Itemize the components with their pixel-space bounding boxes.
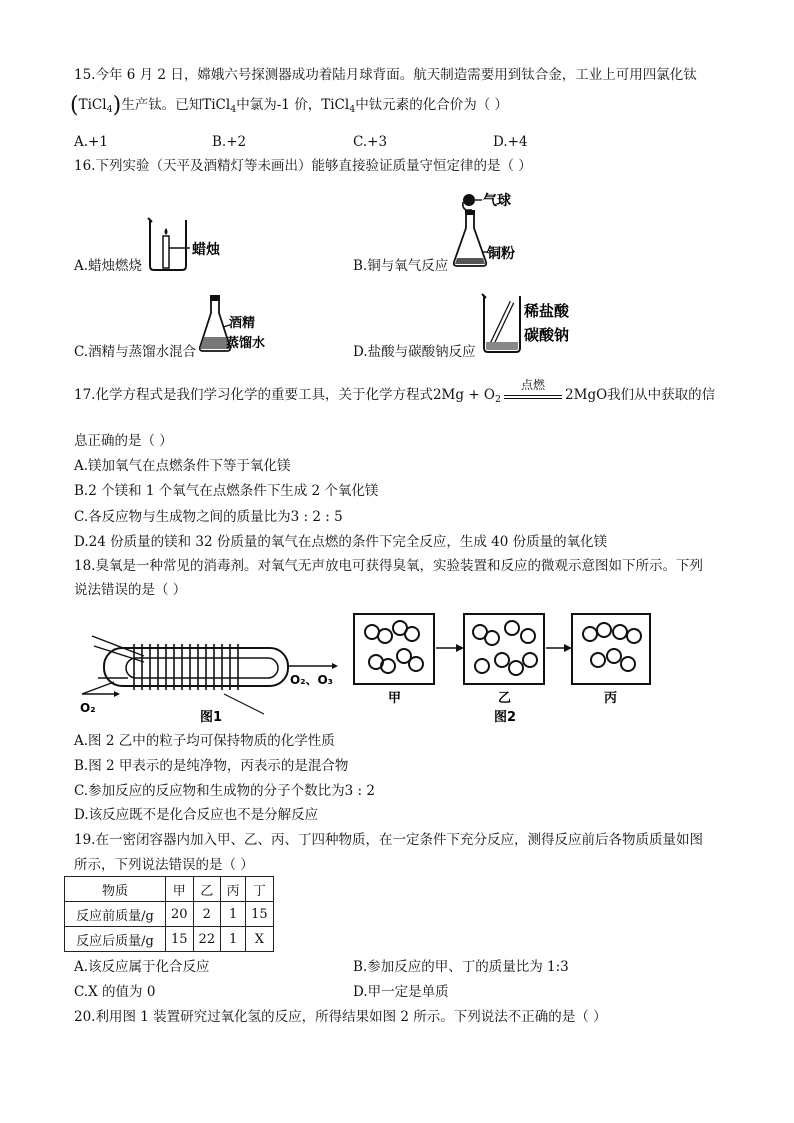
acid-carbonate-figure	[480, 290, 580, 356]
particle-diagram-figure	[352, 608, 652, 726]
q15-option-d[interactable]: D.+4	[493, 134, 528, 150]
svg-text:酒精: 酒精	[229, 316, 256, 331]
svg-text:图1: 图1	[200, 710, 223, 725]
q15-formula: TiCl	[78, 97, 107, 113]
table-cell: 丁	[246, 877, 274, 902]
q18-stem-line2: 说法错误的是（ ）	[74, 582, 187, 598]
table-cell: 1	[221, 902, 246, 927]
table-cell: 1	[221, 927, 246, 952]
table-cell: 物质	[65, 877, 166, 902]
q16-option-c[interactable]: C.酒精与蒸馏水混合	[74, 344, 197, 360]
q16-stem: 16.下列实验（天平及酒精灯等未画出）能够直接验证质量守恒定律的是（ ）	[74, 158, 532, 174]
table-cell: 15	[246, 902, 274, 927]
q18-option-d[interactable]: D.该反应既不是化合反应也不是分解反应	[74, 807, 319, 823]
q18-stem-line1: 18.臭氧是一种常见的消毒剂。对氧气无声放电可获得臭氧，实验装置和反应的微观示意图如下所示。下列	[74, 558, 703, 574]
svg-text:图2: 图2	[494, 710, 517, 725]
reaction-arrow: 点燃	[504, 387, 562, 405]
table-header-row	[65, 877, 274, 902]
q19-option-a[interactable]: A.该反应属于化合反应	[74, 959, 210, 975]
svg-text:蒸馏水: 蒸馏水	[226, 336, 266, 351]
table-cell: 2	[193, 902, 221, 927]
q19-option-d[interactable]: D.甲一定是单质	[353, 984, 449, 1000]
table-cell: X	[246, 927, 274, 952]
q17-option-d[interactable]: D.24 份质量的镁和 32 份质量的氧气在点燃的条件下完全反应，生成 40 份质量的氧化镁	[74, 534, 608, 550]
q16-option-d[interactable]: D.盐酸与碳酸钠反应	[353, 344, 476, 360]
table-cell: 反应后质量/g	[65, 927, 166, 952]
svg-text:O₂、O₃: O₂、O₃	[290, 673, 333, 687]
table-cell: 20	[166, 902, 194, 927]
q17-stem-line1: 17.化学方程式是我们学习化学的重要工具，关于化学方程式$2Mg + O_2$ 点燃 2MgO我们从中获取的信	[74, 377, 716, 405]
table-cell: 乙	[193, 877, 221, 902]
q15-option-b[interactable]: B.+2	[212, 134, 247, 150]
candle-beaker-figure	[146, 214, 256, 274]
table-cell: 22	[193, 927, 221, 952]
q17-stem-line2: 息正确的是（ ）	[74, 433, 173, 449]
svg-text:乙: 乙	[498, 691, 512, 706]
mass-table	[64, 876, 274, 952]
alcohol-water-flask-figure	[196, 293, 286, 355]
svg-text:气球: 气球	[483, 193, 511, 209]
table-cell: 15	[166, 927, 194, 952]
q17-option-b[interactable]: B.2 个镁和 1 个氧气在点燃条件下生成 2 个氧化镁	[74, 483, 379, 499]
q15-stem-line2: (TiCl$_4$)生产钛。已知TiCl$_4$中氯为-1 价，TiCl$_4$中钛元素的化合价为（ ）	[70, 93, 509, 118]
svg-text:甲: 甲	[388, 691, 402, 706]
svg-text:碳酸钠: 碳酸钠	[524, 326, 570, 344]
table-row	[65, 902, 274, 927]
candle-label: 蜡烛	[192, 242, 220, 258]
q19-stem-line1: 19.在一密闭容器内加入甲、乙、丙、丁四种物质，在一定条件下充分反应，测得反应前后各物质质量如图	[74, 832, 703, 848]
q15-stem-line1: 15.今年 6 月 2 日，嫦娥六号探测器成功着陆月球背面。航天制造需要用到钛合金，工业上可用四氯化钛	[74, 67, 697, 83]
q19-option-c[interactable]: C.X 的值为 0	[74, 984, 156, 1000]
copper-flask-figure	[452, 190, 532, 272]
q19-option-b[interactable]: B.参加反应的甲、丁的质量比为 1:3	[353, 959, 569, 975]
q15-option-a[interactable]: A.+1	[74, 134, 108, 150]
q18-option-a[interactable]: A.图 2 乙中的粒子均可保持物质的化学性质	[74, 733, 335, 749]
ozone-generator-figure	[74, 608, 344, 726]
table-cell: 甲	[166, 877, 194, 902]
table-cell: 反应前质量/g	[65, 902, 166, 927]
table-row	[65, 927, 274, 952]
q16-option-a[interactable]: A.蜡烛燃烧	[74, 258, 143, 274]
svg-text:铜粉: 铜粉	[487, 246, 515, 262]
table-cell: 丙	[221, 877, 246, 902]
q17-option-a[interactable]: A.镁加氧气在点燃条件下等于氧化镁	[74, 458, 291, 474]
svg-text:丙: 丙	[604, 691, 618, 706]
svg-text:稀盐酸: 稀盐酸	[524, 302, 570, 320]
q18-option-c[interactable]: C.参加反应的反应物和生成物的分子个数比为3 : 2	[74, 783, 375, 799]
q18-option-b[interactable]: B.图 2 甲表示的是纯净物，丙表示的是混合物	[74, 758, 349, 774]
q17-option-c[interactable]: C.各反应物与生成物之间的质量比为3 : 2 : 5	[74, 509, 343, 525]
q16-option-b[interactable]: B.铜与氧气反应	[353, 258, 449, 274]
q15-option-c[interactable]: C.+3	[353, 134, 388, 150]
q20-stem: 20.利用图 1 装置研究过氧化氢的反应，所得结果如图 2 所示。下列说法不正确的是（ ）	[74, 1009, 607, 1025]
svg-text:O₂: O₂	[80, 701, 96, 715]
q19-stem-line2: 所示，下列说法错误的是（ ）	[74, 857, 254, 873]
